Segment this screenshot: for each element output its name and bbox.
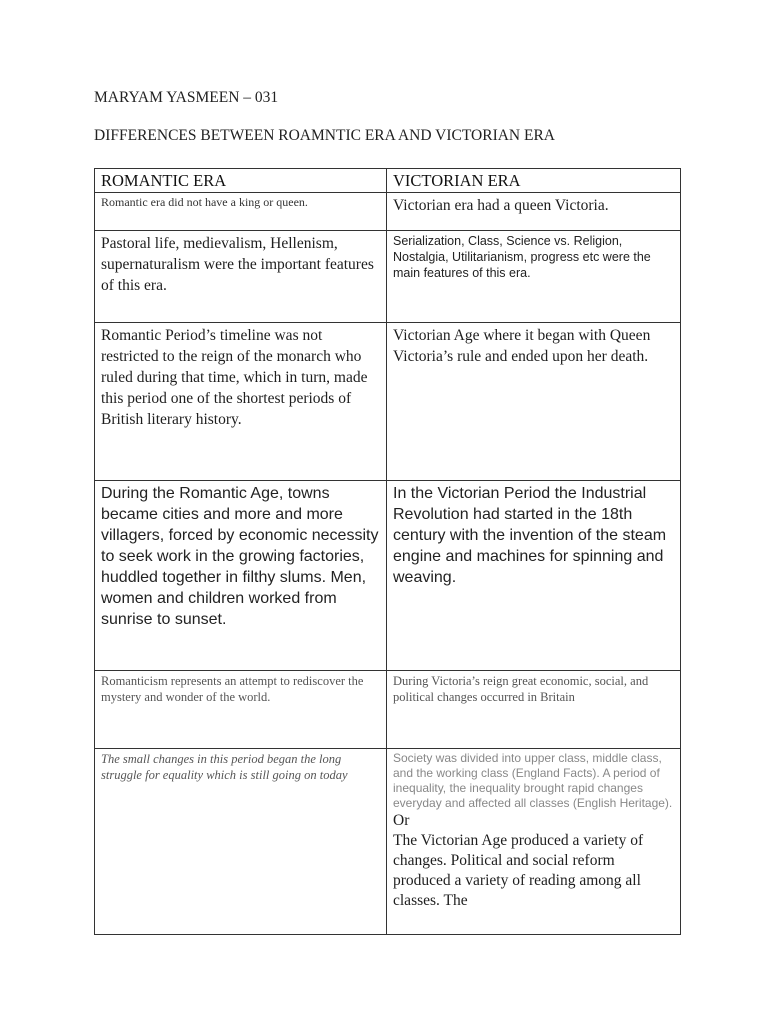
victorian-cell: In the Victorian Period the Industrial Revolution had started in the 18th century with the invention of the steam engine and machines for spinning and weaving. xyxy=(387,481,681,671)
table-header-row xyxy=(95,169,681,193)
table-row xyxy=(95,749,681,935)
romantic-cell: During the Romantic Age, towns became cities and more and more villagers, forced by economic necessity to seek work in the growing factories, huddled together in filthy slums. Men, women and children worked from sunrise to sunset. xyxy=(95,481,387,671)
column-header-romantic: ROMANTIC ERA xyxy=(95,169,387,193)
romantic-cell: Romantic Period’s timeline was not restricted to the reign of the monarch who ruled during that time, which in turn, made this period one of the shortest periods of British literary history. xyxy=(95,323,387,481)
romantic-cell: Romanticism represents an attempt to rediscover the mystery and wonder of the world. xyxy=(95,671,387,749)
column-header-victorian: VICTORIAN ERA xyxy=(387,169,681,193)
victorian-cell-text: Society was divided into upper class, middle class, and the working class (England Facts). A period of inequality, the inequality brought rapid changes everyday and affected all classes (English Heritage). xyxy=(393,751,673,810)
table-row xyxy=(95,481,681,671)
comparison-table xyxy=(94,168,681,935)
table-row xyxy=(95,231,681,323)
victorian-cell: Victorian Age where it began with Queen Victoria’s rule and ended upon her death. xyxy=(387,323,681,481)
table-row xyxy=(95,323,681,481)
document-title: DIFFERENCES BETWEEN ROAMNTIC ERA AND VICTORIAN ERA xyxy=(94,127,555,144)
victorian-cell: Victorian era had a queen Victoria. xyxy=(387,193,681,231)
victorian-cell-or: Or xyxy=(393,812,410,829)
victorian-cell: During Victoria’s reign great economic, social, and political changes occurred in Britain xyxy=(387,671,681,749)
table-row xyxy=(95,671,681,749)
romantic-cell: The small changes in this period began the long struggle for equality which is still going on today xyxy=(95,749,387,935)
author-line: MARYAM YASMEEN – 031 xyxy=(94,89,279,106)
victorian-cell-extra: The Victorian Age produced a variety of changes. Political and social reform produced a variety of reading among all classes. The xyxy=(393,832,644,909)
table-row xyxy=(95,193,681,231)
romantic-cell: Romantic era did not have a king or queen. xyxy=(95,193,387,231)
romantic-cell: Pastoral life, medievalism, Hellenism, supernaturalism were the important features of this era. xyxy=(95,231,387,323)
victorian-cell xyxy=(387,749,681,935)
victorian-cell: Serialization, Class, Science vs. Religion, Nostalgia, Utilitarianism, progress etc were the main features of this era. xyxy=(387,231,681,323)
